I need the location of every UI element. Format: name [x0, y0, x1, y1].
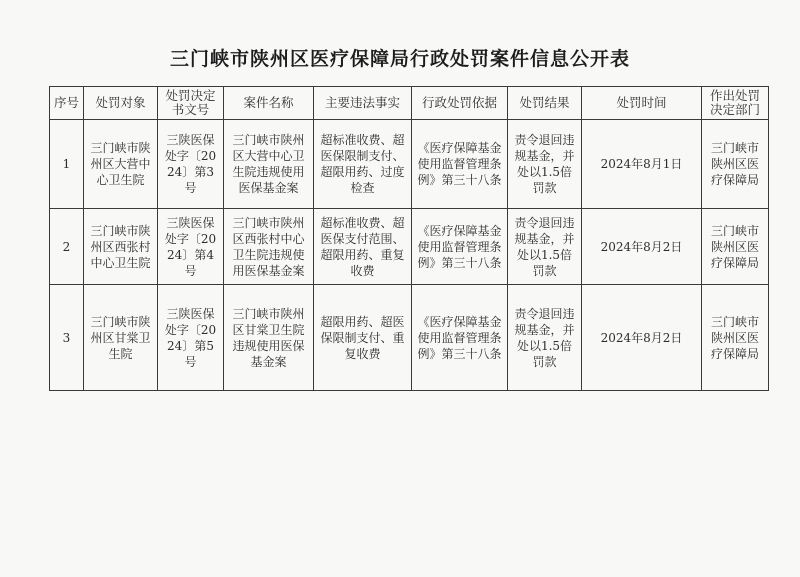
cell-basis: 《医疗保障基金使用监督管理条例》第三十八条 [412, 120, 508, 209]
column-header-basis: 行政处罚依据 [412, 87, 508, 120]
column-header-doc-no: 处罚决定书文号 [158, 87, 224, 120]
cell-doc-no: 三陕医保处字〔2024〕第5号 [158, 285, 224, 391]
column-header-case-name: 案件名称 [224, 87, 314, 120]
cell-result: 责令退回违规基金，并处以1.5倍罚款 [508, 209, 582, 285]
cell-dept: 三门峡市陕州区医疗保障局 [702, 120, 769, 209]
column-header-result: 处罚结果 [508, 87, 582, 120]
cell-date: 2024年8月1日 [582, 120, 702, 209]
document-title: 三门峡市陕州区医疗保障局行政处罚案件信息公开表 [169, 48, 630, 70]
column-header-no: 序号 [50, 87, 84, 120]
cell-doc-no: 三陕医保处字〔2024〕第3号 [158, 120, 224, 209]
cell-case-name: 三门峡市陕州区大营中心卫生院违规使用医保基金案 [224, 120, 314, 209]
cell-basis: 《医疗保障基金使用监督管理条例》第三十八条 [412, 209, 508, 285]
column-header-dept: 作出处罚决定部门 [702, 87, 769, 120]
cell-target: 三门峡市陕州区大营中心卫生院 [84, 120, 158, 209]
cell-no: 3 [50, 285, 84, 391]
cell-facts: 超标准收费、超医保支付范围、超限用药、重复收费 [314, 209, 412, 285]
cell-basis: 《医疗保障基金使用监督管理条例》第三十八条 [412, 285, 508, 391]
cell-result: 责令退回违规基金，并处以1.5倍罚款 [508, 285, 582, 391]
cell-case-name: 三门峡市陕州区甘棠卫生院违规使用医保基金案 [224, 285, 314, 391]
cell-date: 2024年8月2日 [582, 285, 702, 391]
penalty-info-table [49, 86, 769, 391]
table-row [50, 209, 769, 285]
table-row [50, 120, 769, 209]
column-header-target: 处罚对象 [84, 87, 158, 120]
cell-dept: 三门峡市陕州区医疗保障局 [702, 285, 769, 391]
cell-facts: 超限用药、超医保限制支付、重复收费 [314, 285, 412, 391]
cell-no: 2 [50, 209, 84, 285]
table-row [50, 285, 769, 391]
cell-dept: 三门峡市陕州区医疗保障局 [702, 209, 769, 285]
cell-result: 责令退回违规基金，并处以1.5倍罚款 [508, 120, 582, 209]
column-header-facts: 主要违法事实 [314, 87, 412, 120]
table-header-row [50, 87, 769, 120]
column-header-date: 处罚时间 [582, 87, 702, 120]
cell-target: 三门峡市陕州区甘棠卫生院 [84, 285, 158, 391]
cell-doc-no: 三陕医保处字〔2024〕第4号 [158, 209, 224, 285]
cell-case-name: 三门峡市陕州区西张村中心卫生院违规使用医保基金案 [224, 209, 314, 285]
cell-date: 2024年8月2日 [582, 209, 702, 285]
cell-target: 三门峡市陕州区西张村中心卫生院 [84, 209, 158, 285]
cell-no: 1 [50, 120, 84, 209]
cell-facts: 超标准收费、超医保限制支付、超限用药、过度检查 [314, 120, 412, 209]
